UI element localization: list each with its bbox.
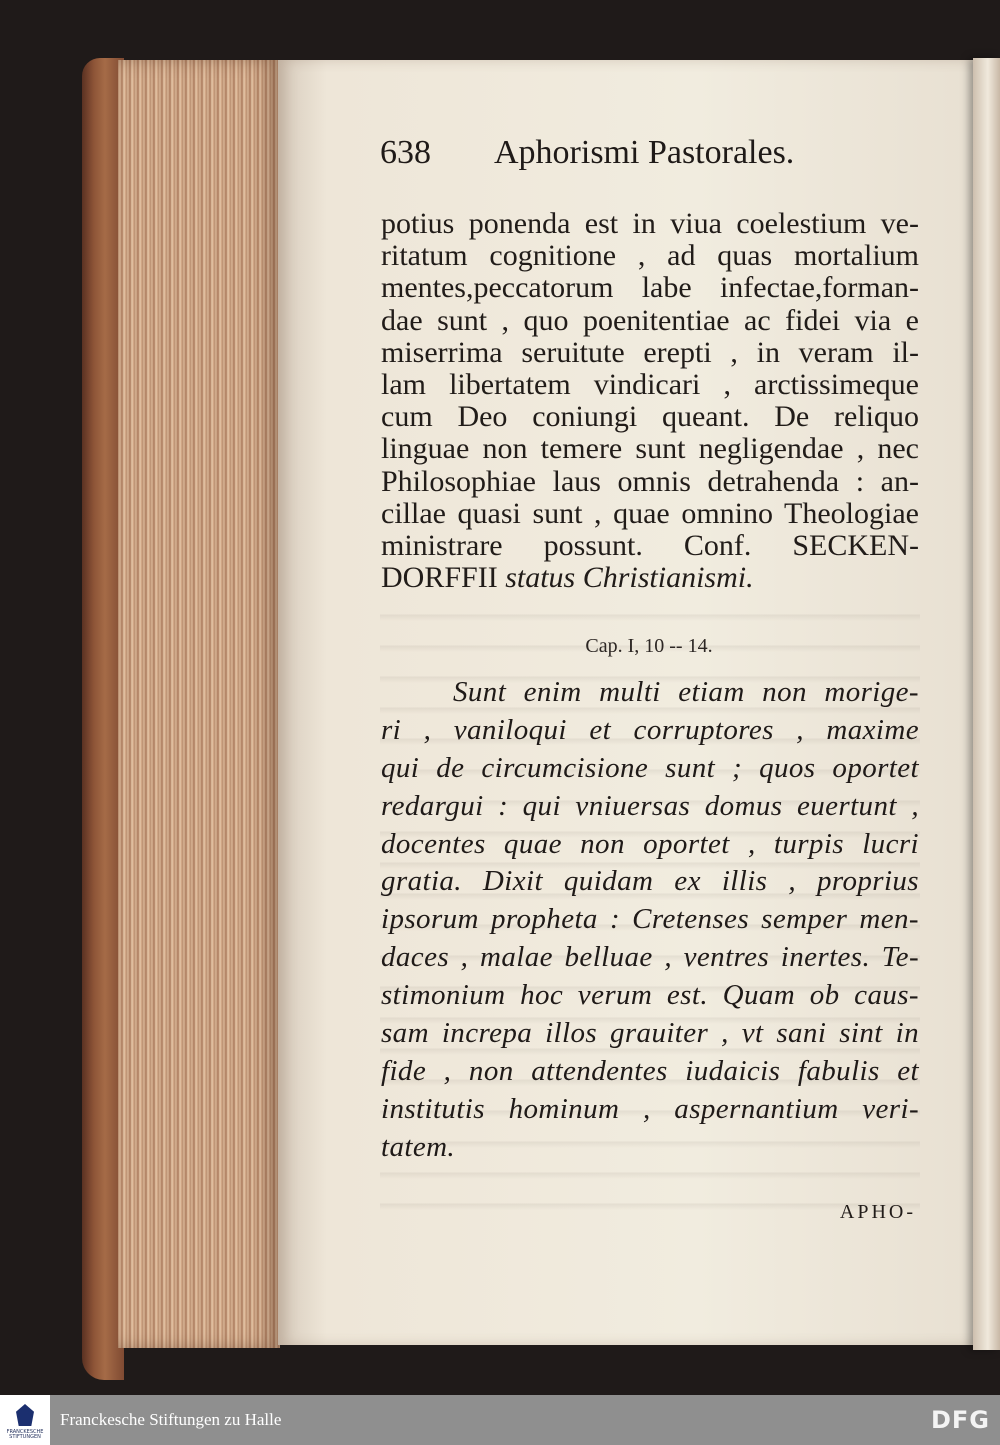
- franckesche-stiftungen-logo[interactable]: [0, 1395, 50, 1445]
- quotation-line: Sunt enim multi etiam non morige-: [453, 676, 919, 708]
- text-line: cum Deo coniungi queant. De reliquo: [381, 400, 919, 434]
- quotation-line: sam increpa illos grauiter , vt sani sint in: [381, 1017, 919, 1050]
- quotation-line: docentes quae non oportet , turpis lucri: [381, 827, 919, 860]
- chapter-reference: Cap. I, 10 -- 14.: [585, 635, 713, 657]
- quotation-line: ipsorum propheta : Cretenses semper men-: [381, 903, 919, 936]
- text-line: ritatum cognitione , ad quas mortalium: [381, 239, 919, 273]
- text-line: miserrima seruitute erepti , in veram il-: [381, 335, 919, 369]
- page-number: 638: [380, 134, 431, 171]
- text-line: Philosophiae laus omnis detrahenda : an-: [381, 464, 919, 498]
- scripture-quotation: [381, 673, 919, 1166]
- adjacent-page-edge: [973, 58, 1000, 1350]
- text-line: cillae quasi sunt , quae omnino Theologiae: [381, 496, 919, 530]
- quotation-line: fide , non attendentes iudaicis fabulis et: [381, 1054, 919, 1087]
- quotation-line: qui de circumcisione sunt ; quos oportet: [381, 751, 919, 784]
- catchword: APHO-: [839, 1201, 916, 1223]
- reference-title: status Christianismi.: [505, 561, 754, 595]
- page-edges: [118, 60, 280, 1348]
- text-line: ministrare possunt. Conf. SECKEN-: [381, 528, 919, 562]
- running-title: Aphorismi Pastorales.: [494, 134, 795, 171]
- page-header: [380, 134, 850, 182]
- author-name: DORFFII: [381, 561, 498, 595]
- text-line: dae sunt , quo poenitentiae ac fidei via e: [381, 303, 919, 337]
- dfg-logo[interactable]: DFG: [930, 1406, 990, 1434]
- institution-icon: [16, 1404, 34, 1426]
- quotation-line: gratia. Dixit quidam ex illis , proprius: [381, 865, 919, 898]
- text-line: lam libertatem vindicari , arctissimeque: [381, 367, 919, 401]
- text-line: linguae non temere sunt negligendae , nec: [381, 432, 919, 466]
- quotation-line: daces , malae belluae , ventres inertes. Te-: [381, 941, 919, 974]
- quotation-line: ri , vaniloqui et corruptores , maxime: [381, 713, 919, 746]
- text-line: mentes,peccatorum labe infectae,forman-: [381, 271, 919, 305]
- digitization-footer: [0, 1395, 1000, 1445]
- quotation-line: stimonium hoc verum est. Quam ob caus-: [381, 979, 919, 1012]
- quotation-line: institutis hominum , aspernantium veri-: [381, 1092, 919, 1125]
- quotation-line: tatem.: [381, 1130, 456, 1163]
- institution-link[interactable]: Franckesche Stiftungen zu Halle: [60, 1410, 282, 1429]
- final-text-line: [381, 562, 919, 594]
- text-line: potius ponenda est in viua coelestium ve-: [381, 207, 919, 240]
- quotation-line: redargui : qui vniuersas domus euertunt ,: [381, 789, 919, 822]
- main-paragraph: [381, 208, 919, 594]
- logo-text: FRANCKESCHE STIFTUNGEN: [6, 1429, 44, 1440]
